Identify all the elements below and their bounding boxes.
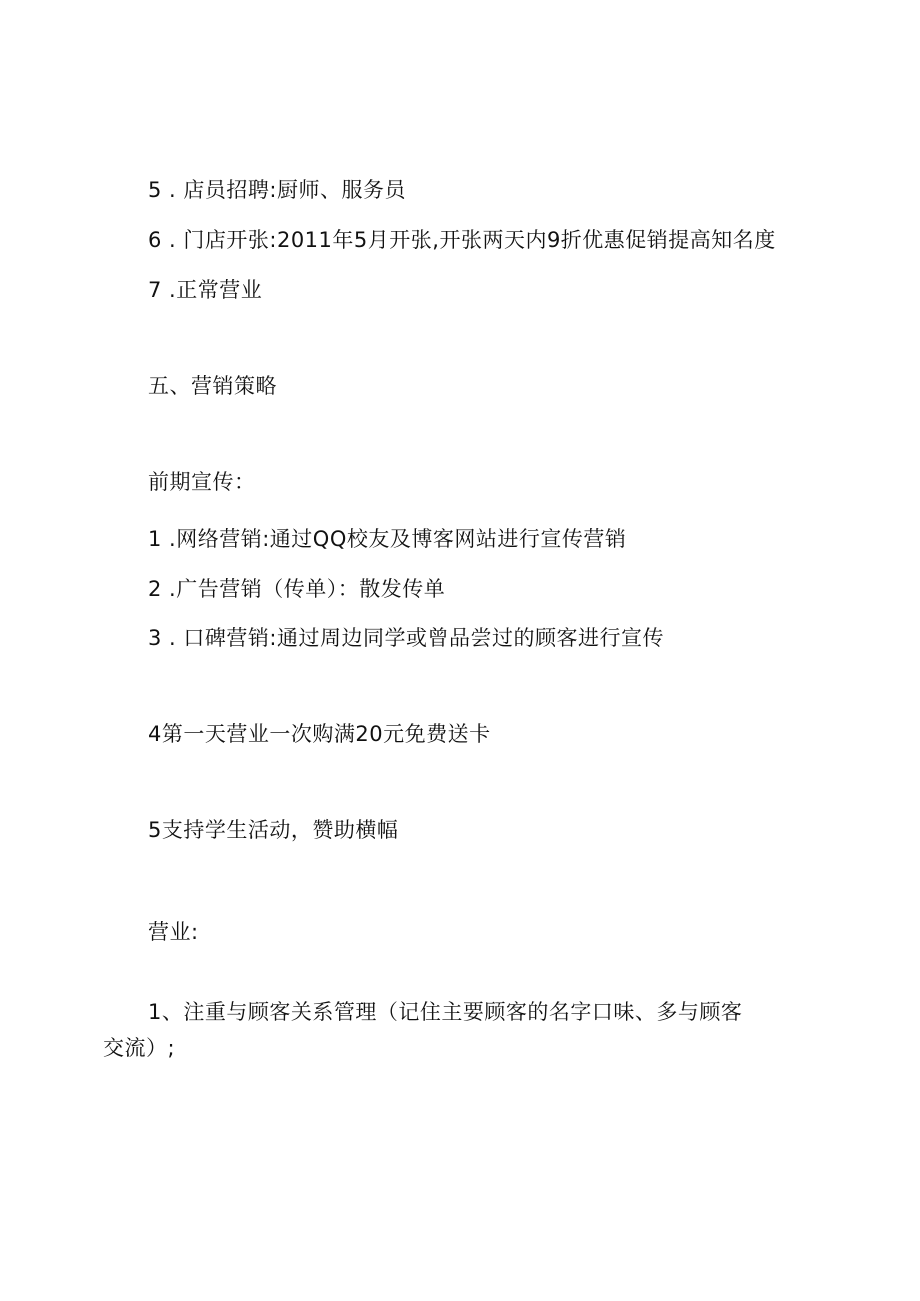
pre-promotion-heading: 前期宣传：	[148, 470, 256, 494]
schedule-item-7: 7 .正常营业	[148, 278, 263, 302]
promo-item-4: 4第一天营业一次购满20元免费送卡	[148, 722, 491, 746]
business-item-1: 1、注重与顾客关系管理（记住主要顾客的名字口味、多与顾客交流）;	[103, 1000, 743, 1060]
promo-item-1: 1 .网络营销:通过QQ校友及博客网站进行宣传营销	[148, 527, 627, 551]
business-heading: 营业:	[148, 920, 199, 944]
schedule-item-5: 5 . 店员招聘:厨师、服务员	[148, 178, 406, 202]
promo-item-5: 5支持学生活动，赞助横幅	[148, 818, 399, 842]
section-heading-marketing-strategy: 五、营销策略	[148, 374, 277, 398]
promo-item-3: 3 . 口碑营销:通过周边同学或曾品尝过的顾客进行宣传	[148, 626, 664, 650]
promo-item-2: 2 .广告营销（传单）：散发传单	[148, 577, 446, 601]
schedule-item-6: 6 . 门店开张:2011年5月开张,开张两天内9折优惠促销提高知名度	[148, 228, 776, 252]
